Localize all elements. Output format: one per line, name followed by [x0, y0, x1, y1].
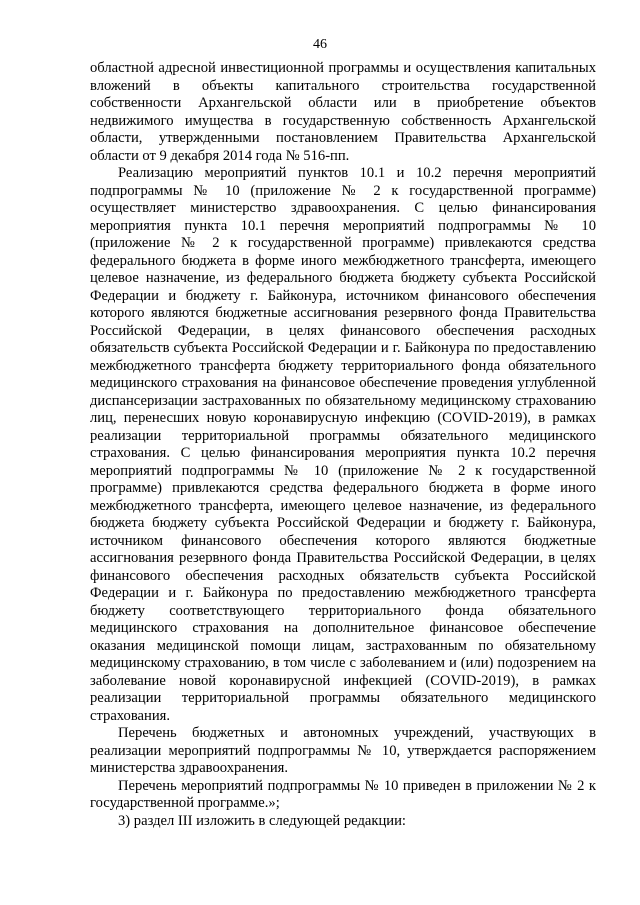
paragraph-section-three: 3) раздел III изложить в следующей редакции: [118, 812, 406, 829]
paragraph-institutions: Перечень бюджетных и автономных учреждений, участвующих в реализации мероприятий подпрограммы № 10, утверждается распоряжением министерства здравоохранения. [90, 725, 596, 776]
paragraph-implementation: Реализацию мероприятий пунктов 10.1 и 10.2 перечня мероприятий подпрограммы № 10 (приложение № 2 к государственной программе) осуществляет министерство здравоохранения. С целью финансирования мероприятия пункта 10.1 перечня мероприятий подпрограммы № 10 (приложение № 2 к государственной программе) привлекаются средства федерального бюджета в форме иного межбюджетного трансферта, имеющего целевое назначение, из федерального бюджета бюджету субъекта Российской Федерации и бюджету г. Байконура, источником финансового обеспечения которого являются бюджетные ассигнования резервного фонда Правительства Российской Федерации, в целях финансового обеспечения расходных обязательств субъекта Российской Федерации и г. Байконура по предоставлению межбюджетного трансферта бюджету территориального фонда обязательного медицинского страхования на финансовое обеспечение проведения углубленной диспансеризации застрахованных по обязательному медицинскому страхованию лиц, перенесших новую коронавирусную инфекцию (COVID-2019), в рамках реализации территориальной программы обязательного медицинского страхования. С целью финансирования мероприятия пункта 10.2 перечня мероприятий подпрограммы № 10 (приложение № 2 к государственной программе) привлекаются средства федерального бюджета в форме иного межбюджетного трансферта, имеющего целевое назначение, из федерального бюджета бюджету субъекта Российской Федерации и бюджету г. Байконура, источником финансового обеспечения которого являются бюджетные ассигнования резервного фонда Правительства Российской Федерации, в целях финансового обеспечения расходных обязательств субъекта Российской Федерации и г. Байконура по предоставлению межбюджетного трансферта бюджету соответствующего территориального фонда обязательного медицинского страхования на дополнительное финансовое обеспечение оказания медицинской помощи лицам, застрахованным по обязательному медицинскому страхованию, в том числе с заболеванием и (или) подозрением на заболевание новой коронавирусной инфекцией (COVID-2019), в рамках реализации территориальной программы обязательного медицинского страхования. [90, 165, 596, 724]
document-body [90, 60, 596, 830]
page-number: 46 [313, 37, 327, 52]
paragraph-continuation: областной адресной инвестиционной программы и осуществления капитальных вложений в объекты капитального строительства государственной собственности Архангельской области или в приобретение объектов недвижимого имущества в государственную собственность Архангельской области, утвержденными постановлением Правительства Архангельской области от 9 декабря 2014 года № 516-пп. [90, 60, 596, 164]
paragraph-activities-list: Перечень мероприятий подпрограммы № 10 приведен в приложении № 2 к государственной программе.»; [90, 777, 596, 811]
